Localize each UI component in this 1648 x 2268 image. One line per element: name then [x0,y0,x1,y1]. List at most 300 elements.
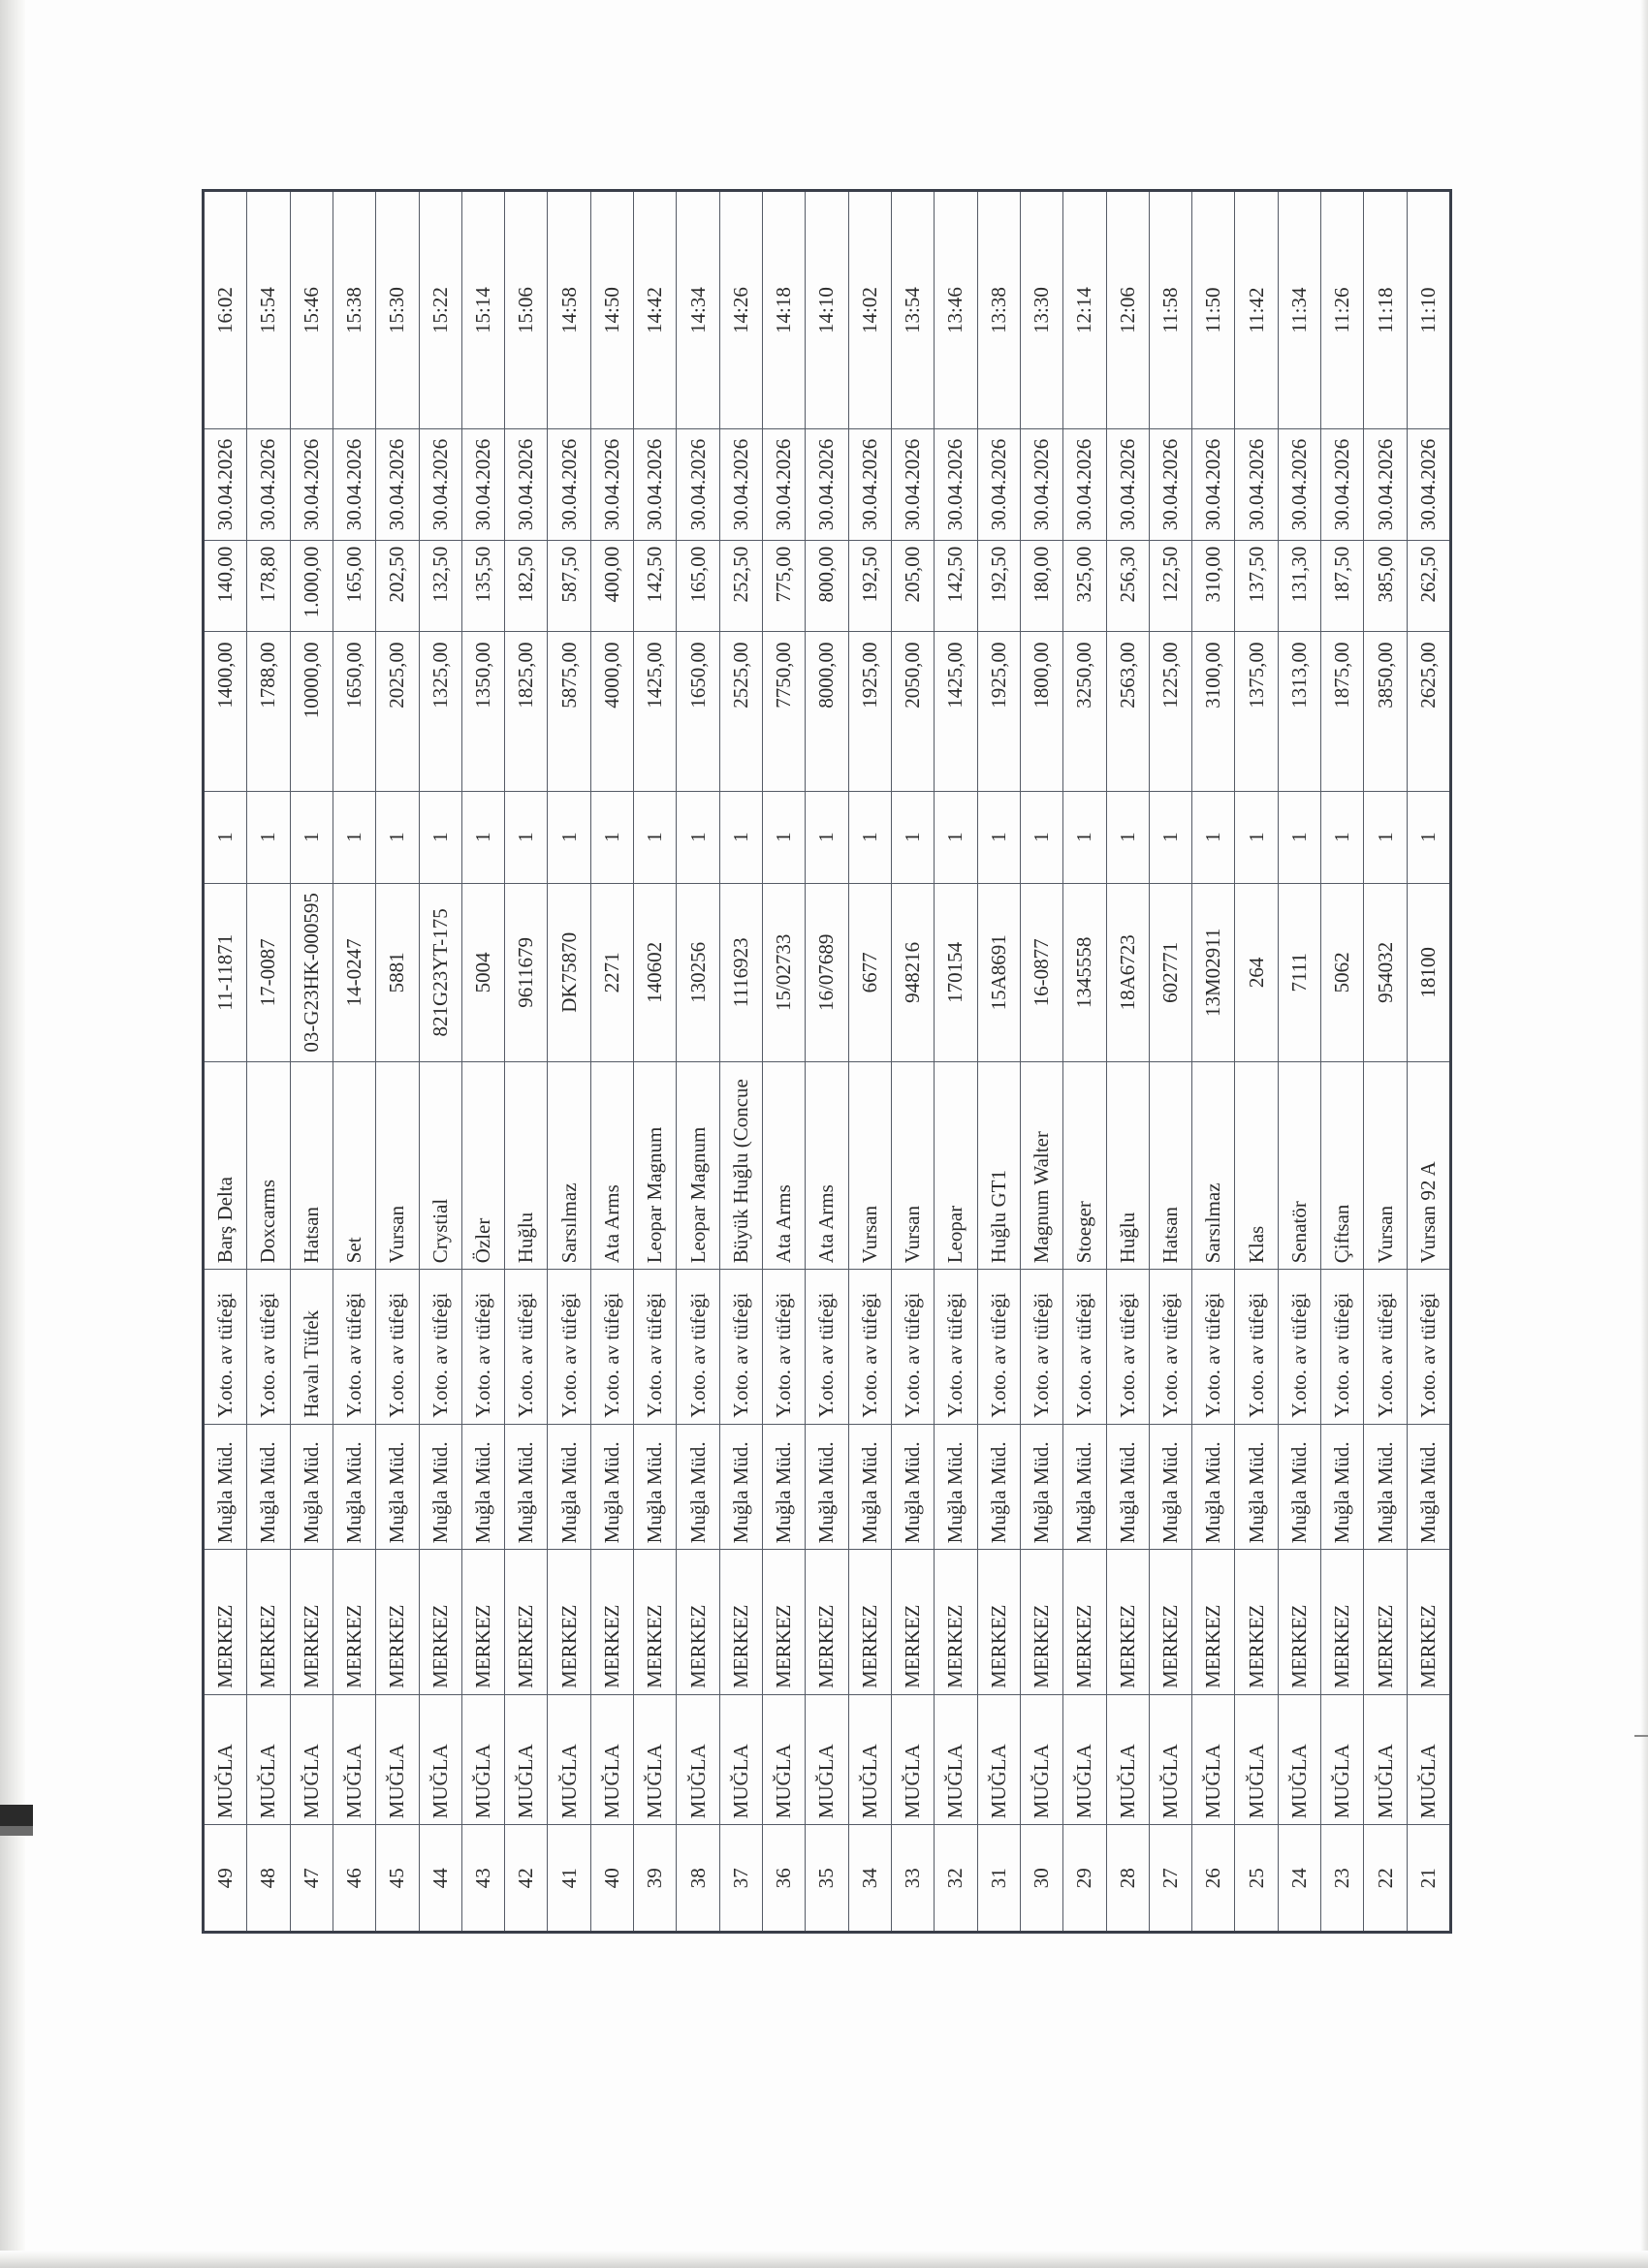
auction-date-cell: 30.04.2026 [1150,428,1191,540]
deposit-cell: 165,00 [677,540,718,632]
serial-number-cell: 18A6723 [1107,883,1149,1061]
province-cell: MUĞLA [849,1694,891,1825]
row-number: 32 [935,1824,976,1931]
row-number: 46 [333,1824,375,1931]
brand-cell: Senatör [1279,1061,1320,1269]
row-number: 30 [1021,1824,1062,1931]
serial-number-cell: 16-0877 [1021,883,1062,1061]
estimated-value-cell: 2025,00 [376,631,418,790]
serial-number-cell: 03-G23HK-000595 [291,883,333,1061]
table-row [1192,192,1235,1931]
item-type-cell: Y.oto. av tüfeği [1364,1269,1406,1423]
province-cell: MUĞLA [548,1694,589,1825]
province-cell: MUĞLA [333,1694,375,1825]
brand-cell: Vursan [1364,1061,1406,1269]
table-row [1408,192,1449,1931]
province-cell: MUĞLA [420,1694,461,1825]
quantity-cell: 1 [333,791,375,883]
quantity-cell: 1 [205,791,246,883]
deposit-cell: 192,50 [849,540,891,632]
auction-time-cell: 13:38 [986,287,1010,333]
item-type-cell: Y.oto. av tüfeği [1021,1269,1062,1423]
auction-time-cell: 16:02 [213,287,238,333]
table-row [1021,192,1063,1931]
province-cell: MUĞLA [205,1694,246,1825]
office-cell: Muğla Müd. [1063,1424,1105,1550]
district-cell: MERKEZ [1408,1549,1449,1694]
auction-date-cell: 30.04.2026 [763,428,805,540]
auction-date-cell: 30.04.2026 [1192,428,1234,540]
district-cell: MERKEZ [935,1549,976,1694]
serial-number-cell: 6677 [849,883,891,1061]
brand-cell: Klas [1235,1061,1277,1269]
row-number: 39 [634,1824,676,1931]
province-cell: MUĞLA [1063,1694,1105,1825]
row-number: 40 [591,1824,633,1931]
office-cell: Muğla Müd. [1279,1424,1320,1550]
item-type-cell: Y.oto. av tüfeği [1321,1269,1363,1423]
auction-date-cell: 30.04.2026 [1321,428,1363,540]
province-cell: MUĞLA [978,1694,1020,1825]
item-type-cell: Y.oto. av tüfeği [1279,1269,1320,1423]
auction-date-cell: 30.04.2026 [1364,428,1406,540]
office-cell: Muğla Müd. [1364,1424,1406,1550]
brand-cell: Özler [462,1061,504,1269]
row-number: 27 [1150,1824,1191,1931]
row-number: 23 [1321,1824,1363,1931]
table-row [849,192,892,1931]
item-type-cell: Y.oto. av tüfeği [333,1269,375,1423]
serial-number-cell: 2271 [591,883,633,1061]
deposit-cell: 142,50 [634,540,676,632]
deposit-cell: 182,50 [505,540,547,632]
auction-date-cell: 30.04.2026 [634,428,676,540]
estimated-value-cell: 2050,00 [892,631,934,790]
deposit-cell: 131,30 [1279,540,1320,632]
auction-date-cell: 30.04.2026 [462,428,504,540]
province-cell: MUĞLA [376,1694,418,1825]
auction-date-cell: 30.04.2026 [1063,428,1105,540]
brand-cell: Ata Arms [763,1061,805,1269]
district-cell: MERKEZ [1192,1549,1234,1694]
province-cell: MUĞLA [291,1694,333,1825]
table-row [591,192,634,1931]
serial-number-cell: 948216 [892,883,934,1061]
auction-time-cell: 11:34 [1286,287,1311,333]
auction-date-cell: 30.04.2026 [1021,428,1062,540]
province-cell: MUĞLA [1107,1694,1149,1825]
table-row [462,192,505,1931]
table-row [1364,192,1407,1931]
deposit-cell: 187,50 [1321,540,1363,632]
auction-date-cell: 30.04.2026 [505,428,547,540]
deposit-cell: 385,00 [1364,540,1406,632]
district-cell: MERKEZ [205,1549,246,1694]
auction-time-cell: 14:58 [556,287,581,333]
serial-number-cell: 5062 [1321,883,1363,1061]
row-number: 28 [1107,1824,1149,1931]
row-number: 21 [1408,1824,1449,1931]
row-number: 47 [291,1824,333,1931]
table-row [291,192,333,1931]
auction-date-cell: 30.04.2026 [849,428,891,540]
estimated-value-cell: 1788,00 [247,631,289,790]
row-number: 22 [1364,1824,1406,1931]
serial-number-cell: 15A8691 [978,883,1020,1061]
item-type-cell: Y.oto. av tüfeği [591,1269,633,1423]
row-number: 34 [849,1824,891,1931]
auction-date-cell: 30.04.2026 [548,428,589,540]
auction-time-cell: 12:06 [1115,287,1139,333]
item-type-cell: Y.oto. av tüfeği [548,1269,589,1423]
table-row [333,192,376,1931]
auction-date-cell: 30.04.2026 [420,428,461,540]
serial-number-cell: 140602 [634,883,676,1061]
estimated-value-cell: 1800,00 [1021,631,1062,790]
table-row [505,192,548,1931]
brand-cell: Doxcarms [247,1061,289,1269]
row-number: 35 [806,1824,847,1931]
district-cell: MERKEZ [1279,1549,1320,1694]
row-number: 24 [1279,1824,1320,1931]
deposit-cell: 135,50 [462,540,504,632]
quantity-cell: 1 [1408,791,1449,883]
office-cell: Muğla Müd. [849,1424,891,1550]
serial-number-cell: 7111 [1279,883,1320,1061]
deposit-cell: 800,00 [806,540,847,632]
deposit-cell: 178,80 [247,540,289,632]
auction-time-cell: 13:54 [901,287,925,333]
brand-cell: Set [333,1061,375,1269]
deposit-cell: 262,50 [1408,540,1449,632]
item-type-cell: Y.oto. av tüfeği [1192,1269,1234,1423]
auction-ledger-table [202,189,1452,1934]
brand-cell: Huğlu [1107,1061,1149,1269]
serial-number-cell: DK75870 [548,883,589,1061]
serial-number-cell: 18100 [1408,883,1449,1061]
estimated-value-cell: 1875,00 [1321,631,1363,790]
item-type-cell: Y.oto. av tüfeği [420,1269,461,1423]
district-cell: MERKEZ [849,1549,891,1694]
item-type-cell: Y.oto. av tüfeği [806,1269,847,1423]
brand-cell: Leopar Magnum [677,1061,718,1269]
district-cell: MERKEZ [291,1549,333,1694]
quantity-cell: 1 [978,791,1020,883]
quantity-cell: 1 [1063,791,1105,883]
estimated-value-cell: 1425,00 [935,631,976,790]
auction-date-cell: 30.04.2026 [1107,428,1149,540]
serial-number-cell: 954032 [1364,883,1406,1061]
district-cell: MERKEZ [1021,1549,1062,1694]
deposit-cell: 122,50 [1150,540,1191,632]
province-cell: MUĞLA [763,1694,805,1825]
serial-number-cell: 15/02733 [763,883,805,1061]
province-cell: MUĞLA [1235,1694,1277,1825]
auction-time-cell: 12:14 [1072,287,1096,333]
province-cell: MUĞLA [1192,1694,1234,1825]
table-row [1321,192,1364,1931]
item-type-cell: Y.oto. av tüfeği [1063,1269,1105,1423]
district-cell: MERKEZ [634,1549,676,1694]
estimated-value-cell: 1650,00 [333,631,375,790]
deposit-cell: 137,50 [1235,540,1277,632]
province-cell: MUĞLA [591,1694,633,1825]
row-number: 38 [677,1824,718,1931]
office-cell: Muğla Müd. [677,1424,718,1550]
auction-date-cell: 30.04.2026 [291,428,333,540]
table-row [677,192,719,1931]
province-cell: MUĞLA [677,1694,718,1825]
province-cell: MUĞLA [1150,1694,1191,1825]
district-cell: MERKEZ [333,1549,375,1694]
table-row [1063,192,1106,1931]
office-cell: Muğla Müd. [333,1424,375,1550]
item-type-cell: Y.oto. av tüfeği [1150,1269,1191,1423]
province-cell: MUĞLA [1279,1694,1320,1825]
auction-date-cell: 30.04.2026 [892,428,934,540]
table-row [420,192,462,1931]
deposit-cell: 142,50 [935,540,976,632]
district-cell: MERKEZ [978,1549,1020,1694]
item-type-cell: Y.oto. av tüfeği [763,1269,805,1423]
quantity-cell: 1 [1107,791,1149,883]
office-cell: Muğla Müd. [935,1424,976,1550]
brand-cell: Büyük Huğlu (Concue [720,1061,762,1269]
item-type-cell: Y.oto. av tüfeği [1107,1269,1149,1423]
estimated-value-cell: 10000,00 [291,631,333,790]
brand-cell: Sarsılmaz [548,1061,589,1269]
serial-number-cell: 1116923 [720,883,762,1061]
auction-time-cell: 11:50 [1201,287,1225,333]
table-row [548,192,590,1931]
auction-time-cell: 15:06 [514,287,538,333]
table-row [935,192,977,1931]
brand-cell: Crystial [420,1061,461,1269]
item-type-cell: Y.oto. av tüfeği [634,1269,676,1423]
row-number: 26 [1192,1824,1234,1931]
deposit-cell: 252,50 [720,540,762,632]
item-type-cell: Y.oto. av tüfeği [677,1269,718,1423]
table-row [763,192,806,1931]
district-cell: MERKEZ [1321,1549,1363,1694]
office-cell: Muğla Müd. [205,1424,246,1550]
serial-number-cell: 17-0087 [247,883,289,1061]
item-type-cell: Y.oto. av tüfeği [978,1269,1020,1423]
serial-number-cell: 5881 [376,883,418,1061]
serial-number-cell: 11-11871 [205,883,246,1061]
auction-time-cell: 15:30 [385,287,409,333]
serial-number-cell: 130256 [677,883,718,1061]
auction-time-cell: 14:34 [685,287,710,333]
district-cell: MERKEZ [1150,1549,1191,1694]
auction-date-cell: 30.04.2026 [720,428,762,540]
office-cell: Muğla Müd. [720,1424,762,1550]
office-cell: Muğla Müd. [1107,1424,1149,1550]
deposit-cell: 180,00 [1021,540,1062,632]
auction-date-cell: 30.04.2026 [333,428,375,540]
brand-cell: Leopar Magnum [634,1061,676,1269]
office-cell: Muğla Müd. [376,1424,418,1550]
district-cell: MERKEZ [376,1549,418,1694]
auction-date-cell: 30.04.2026 [677,428,718,540]
brand-cell: Vursan [849,1061,891,1269]
quantity-cell: 1 [548,791,589,883]
brand-cell: Vursan [376,1061,418,1269]
item-type-cell: Y.oto. av tüfeği [1235,1269,1277,1423]
deposit-cell: 140,00 [205,540,246,632]
scan-tick-mark [1634,1735,1648,1737]
province-cell: MUĞLA [806,1694,847,1825]
auction-date-cell: 30.04.2026 [806,428,847,540]
auction-time-cell: 14:02 [857,287,881,333]
quantity-cell: 1 [849,791,891,883]
row-number: 37 [720,1824,762,1931]
office-cell: Muğla Müd. [892,1424,934,1550]
district-cell: MERKEZ [1364,1549,1406,1694]
province-cell: MUĞLA [1364,1694,1406,1825]
auction-time-cell: 15:38 [342,287,366,333]
row-number: 29 [1063,1824,1105,1931]
province-cell: MUĞLA [720,1694,762,1825]
auction-time-cell: 11:58 [1157,287,1182,333]
deposit-cell: 256,30 [1107,540,1149,632]
serial-number-cell: 1345558 [1063,883,1105,1061]
brand-cell: Leopar [935,1061,976,1269]
table-row [978,192,1021,1931]
row-number: 33 [892,1824,934,1931]
item-type-cell: Y.oto. av tüfeği [720,1269,762,1423]
row-number: 41 [548,1824,589,1931]
serial-number-cell: 602771 [1150,883,1191,1061]
table-row [892,192,935,1931]
deposit-cell: 310,00 [1192,540,1234,632]
deposit-cell: 325,00 [1063,540,1105,632]
row-number: 43 [462,1824,504,1931]
office-cell: Muğla Müd. [291,1424,333,1550]
item-type-cell: Y.oto. av tüfeği [247,1269,289,1423]
quantity-cell: 1 [1021,791,1062,883]
quantity-cell: 1 [1235,791,1277,883]
row-number: 44 [420,1824,461,1931]
estimated-value-cell: 1425,00 [634,631,676,790]
auction-time-cell: 14:18 [772,287,796,333]
item-type-cell: Y.oto. av tüfeği [462,1269,504,1423]
table-row [376,192,419,1931]
deposit-cell: 400,00 [591,540,633,632]
quantity-cell: 1 [505,791,547,883]
table-row [205,192,247,1931]
office-cell: Muğla Müd. [1408,1424,1449,1550]
deposit-cell: 192,50 [978,540,1020,632]
row-number: 48 [247,1824,289,1931]
quantity-cell: 1 [1321,791,1363,883]
estimated-value-cell: 1325,00 [420,631,461,790]
serial-number-cell: 9611679 [505,883,547,1061]
row-number: 49 [205,1824,246,1931]
table-row [806,192,848,1931]
brand-cell: Ata Arms [806,1061,847,1269]
district-cell: MERKEZ [1107,1549,1149,1694]
province-cell: MUĞLA [935,1694,976,1825]
table-row [1107,192,1150,1931]
item-type-cell: Y.oto. av tüfeği [935,1269,976,1423]
auction-time-cell: 15:54 [256,287,280,333]
district-cell: MERKEZ [892,1549,934,1694]
table-row [247,192,290,1931]
estimated-value-cell: 1225,00 [1150,631,1191,790]
district-cell: MERKEZ [591,1549,633,1694]
deposit-cell: 587,50 [548,540,589,632]
brand-cell: Ata Arms [591,1061,633,1269]
auction-time-cell: 14:26 [728,287,752,333]
quantity-cell: 1 [376,791,418,883]
brand-cell: Sarsılmaz [1192,1061,1234,1269]
item-type-cell: Y.oto. av tüfeği [376,1269,418,1423]
serial-number-cell: 821G23YT-175 [420,883,461,1061]
deposit-cell: 132,50 [420,540,461,632]
district-cell: MERKEZ [677,1549,718,1694]
quantity-cell: 1 [806,791,847,883]
estimated-value-cell: 8000,00 [806,631,847,790]
brand-cell: Barş Delta [205,1061,246,1269]
office-cell: Muğla Müd. [1235,1424,1277,1550]
auction-date-cell: 30.04.2026 [1279,428,1320,540]
estimated-value-cell: 5875,00 [548,631,589,790]
quantity-cell: 1 [892,791,934,883]
brand-cell: Magnum Walter [1021,1061,1062,1269]
estimated-value-cell: 1350,00 [462,631,504,790]
estimated-value-cell: 3100,00 [1192,631,1234,790]
auction-time-cell: 11:18 [1373,287,1397,333]
auction-date-cell: 30.04.2026 [247,428,289,540]
quantity-cell: 1 [634,791,676,883]
brand-cell: Hatsan [1150,1061,1191,1269]
serial-number-cell: 5004 [462,883,504,1061]
deposit-cell: 205,00 [892,540,934,632]
district-cell: MERKEZ [247,1549,289,1694]
brand-cell: Huğlu GT1 [978,1061,1020,1269]
auction-time-cell: 13:30 [1030,287,1054,333]
estimated-value-cell: 1400,00 [205,631,246,790]
item-type-cell: Y.oto. av tüfeği [1408,1269,1449,1423]
item-type-cell: Havalı Tüfek [291,1269,333,1423]
auction-time-cell: 15:46 [299,287,323,333]
quantity-cell: 1 [591,791,633,883]
office-cell: Muğla Müd. [763,1424,805,1550]
table-row [1235,192,1278,1931]
row-number: 31 [978,1824,1020,1931]
quantity-cell: 1 [420,791,461,883]
brand-cell: Vursan [892,1061,934,1269]
table-row [1150,192,1192,1931]
quantity-cell: 1 [247,791,289,883]
deposit-cell: 775,00 [763,540,805,632]
auction-date-cell: 30.04.2026 [1235,428,1277,540]
auction-time-cell: 14:50 [599,287,623,333]
serial-number-cell: 14-0247 [333,883,375,1061]
province-cell: MUĞLA [505,1694,547,1825]
auction-time-cell: 15:22 [428,287,452,333]
brand-cell: Huğlu [505,1061,547,1269]
quantity-cell: 1 [1364,791,1406,883]
office-cell: Muğla Müd. [462,1424,504,1550]
district-cell: MERKEZ [720,1549,762,1694]
deposit-cell: 1.000,00 [291,540,333,632]
quantity-cell: 1 [720,791,762,883]
province-cell: MUĞLA [634,1694,676,1825]
province-cell: MUĞLA [462,1694,504,1825]
auction-date-cell: 30.04.2026 [591,428,633,540]
